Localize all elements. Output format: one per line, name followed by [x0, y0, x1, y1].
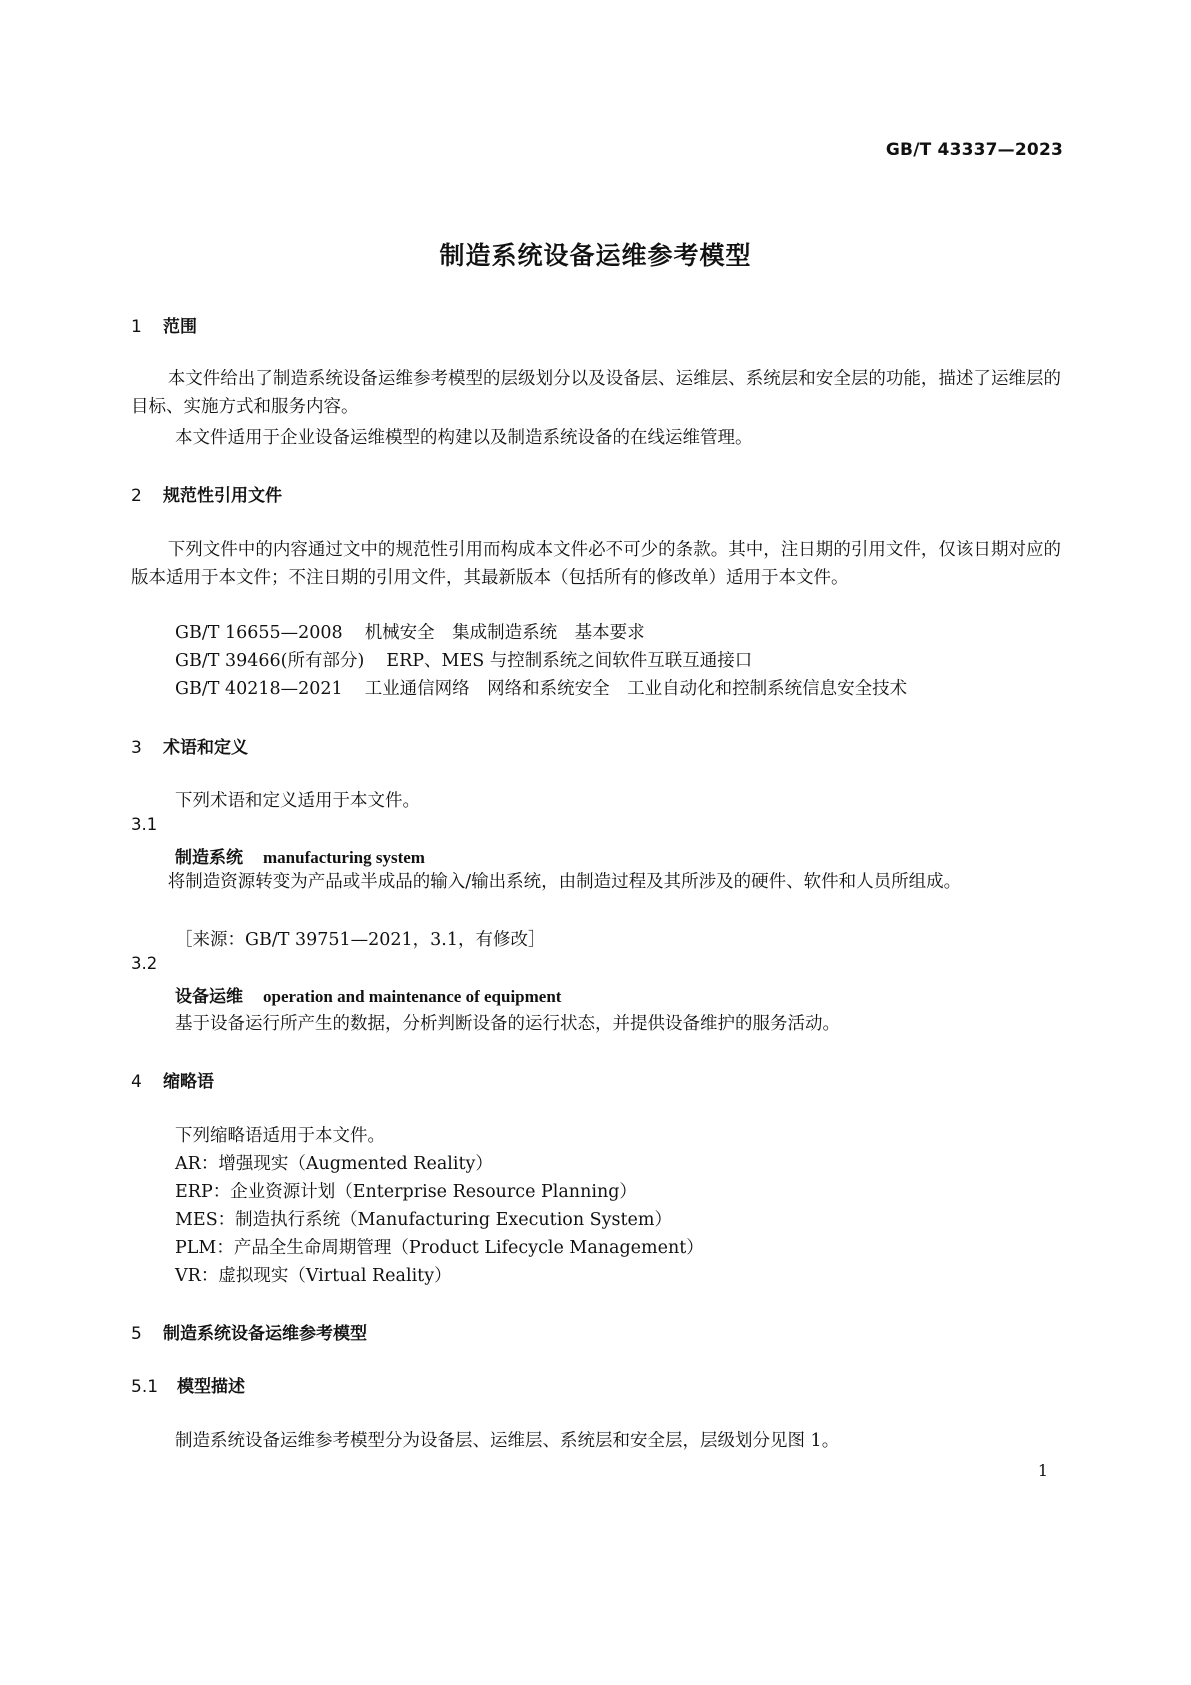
term-en: manufacturing system [263, 848, 425, 867]
term-zh: 制造系统 [175, 848, 243, 868]
subsection-number: 5.1 [131, 1377, 159, 1397]
abbreviation-item: ERP：企业资源计划（Enterprise Resource Planning） [175, 1182, 637, 1202]
reference-item [175, 675, 907, 700]
section-number: 2 [131, 486, 142, 506]
paragraph: 制造系统设备运维参考模型分为设备层、运维层、系统层和安全层，层级划分见图 1。 [175, 1431, 840, 1451]
reference-code: GB/T 40218—2021 [175, 679, 343, 699]
term-definition: 基于设备运行所产生的数据，分析判断设备的运行状态，并提供设备维护的服务活动。 [175, 1014, 840, 1034]
reference-item [175, 647, 752, 672]
reference-title: ERP、MES 与控制系统之间软件互联互通接口 [386, 651, 753, 671]
term-zh: 设备运维 [175, 987, 243, 1007]
section-title: 术语和定义 [163, 738, 248, 758]
section-title: 规范性引用文件 [163, 486, 282, 506]
reference-title: 机械安全 集成制造系统 基本要求 [364, 623, 645, 643]
document-title: 制造系统设备运维参考模型 [439, 241, 752, 270]
reference-item [175, 619, 645, 644]
section-title: 范围 [163, 317, 197, 337]
term-definition: 将制造资源转变为产品或半成品的输入/输出系统，由制造过程及其所涉及的硬件、软件和人员所组成。 [167, 872, 962, 892]
term-entry [175, 843, 425, 868]
section-number: 4 [131, 1072, 142, 1092]
reference-title: 工业通信网络 网络和系统安全 工业自动化和控制系统信息安全技术 [364, 679, 908, 699]
paragraph: 下列术语和定义适用于本文件。 [175, 791, 420, 811]
term-en: operation and maintenance of equipment [263, 987, 562, 1006]
term-number: 3.2 [131, 954, 158, 973]
paragraph: 本文件给出了制造系统设备运维参考模型的层级划分以及设备层、运维层、系统层和安全层的功能，描述了运维层的目标、实施方式和服务内容。 [131, 369, 1061, 417]
section-number: 3 [131, 738, 142, 758]
term-entry [175, 982, 561, 1007]
section-title: 制造系统设备运维参考模型 [163, 1324, 367, 1344]
reference-code: GB/T 39466(所有部分) [175, 651, 365, 671]
term-source: ［来源：GB/T 39751—2021，3.1，有修改］ [175, 930, 546, 950]
subsection-title: 模型描述 [177, 1377, 245, 1397]
section-4-heading [131, 1067, 214, 1092]
paragraph: 本文件适用于企业设备运维模型的构建以及制造系统设备的在线运维管理。 [175, 428, 753, 448]
term-number: 3.1 [131, 815, 158, 834]
paragraph: 下列缩略语适用于本文件。 [175, 1126, 385, 1146]
section-1-heading [131, 312, 197, 337]
abbreviation-item: AR：增强现实（Augmented Reality） [175, 1154, 493, 1174]
section-number: 1 [131, 317, 142, 337]
section-number: 5 [131, 1324, 142, 1344]
standard-number: GB/T 43337—2023 [885, 140, 1063, 160]
section-5-heading [131, 1319, 367, 1344]
paragraph: 下列文件中的内容通过文中的规范性引用而构成本文件必不可少的条款。其中，注日期的引用文件，仅该日期对应的版本适用于本文件；不注日期的引用文件，其最新版本（包括所有的修改单）适用于本文件。 [131, 540, 1061, 588]
reference-code: GB/T 16655—2008 [175, 623, 343, 643]
section-2-heading [131, 481, 282, 506]
abbreviation-item: VR：虚拟现实（Virtual Reality） [175, 1266, 452, 1286]
subsection-5-1-heading [131, 1372, 245, 1397]
page-number: 1 [1037, 1461, 1048, 1480]
abbreviation-item: MES：制造执行系统（Manufacturing Execution System） [175, 1210, 672, 1230]
section-title: 缩略语 [163, 1072, 214, 1092]
section-3-heading [131, 733, 248, 758]
abbreviation-item: PLM：产品全生命周期管理（Product Lifecycle Management） [175, 1238, 704, 1258]
